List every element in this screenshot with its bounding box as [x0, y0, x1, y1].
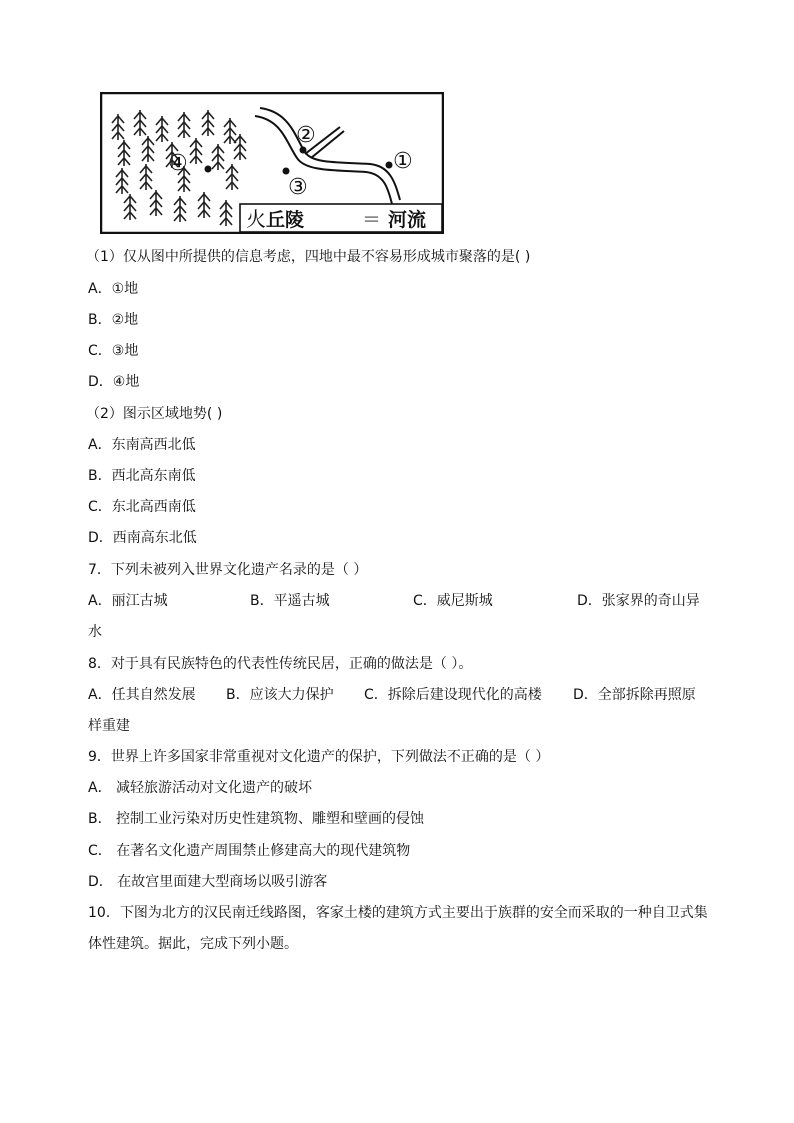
q6-1-option-c[interactable]: C．③地: [88, 343, 139, 359]
q10-stem-line-1: 10．下图为北方的汉民南迁线路图，客家土楼的建筑方式主要出于族群的安全而采取的一种自卫式集: [88, 905, 708, 921]
q8-stem: 8．对于具有民族特色的代表性传统民居，正确的做法是（ ）。: [88, 656, 473, 672]
q9-option-c[interactable]: C． 在著名文化遗产周围禁止修建高大的现代建筑物: [88, 843, 411, 859]
q7-option-c[interactable]: C．威尼斯城: [413, 593, 493, 609]
q6-1-option-d[interactable]: D．④地: [88, 374, 140, 390]
q7-option-a[interactable]: A．丽江古城: [88, 593, 168, 609]
legend-hill-icon: ⽕: [246, 207, 266, 231]
q10-stem-line-2: 体性建筑。据此，完成下列小题。: [88, 936, 298, 952]
q6-2-option-b[interactable]: B．西北高东南低: [88, 468, 196, 484]
legend-hill-label: 丘陵: [266, 209, 305, 231]
marker-label-3: ③: [288, 175, 308, 200]
q6-2-option-d[interactable]: D．西南高东北低: [88, 530, 197, 546]
map-figure: [100, 92, 444, 234]
q7-stem: 7．下列未被列入世界文化遗产名录的是（ ）: [88, 562, 368, 578]
marker-label-4: ④: [168, 151, 188, 176]
q8-option-d-continued: 样重建: [88, 718, 130, 734]
marker-label-1: ①: [393, 149, 413, 174]
q9-option-b[interactable]: B． 控制工业污染对历史性建筑物、雕塑和壁画的侵蚀: [88, 811, 425, 827]
q6-2-option-a[interactable]: A．东南高西北低: [88, 437, 196, 453]
legend: [240, 204, 442, 232]
q8-option-a[interactable]: A．任其自然发展: [88, 687, 196, 703]
q6-2-stem: （2）图示区域地势( ): [86, 406, 223, 422]
marker-dot-1: [386, 162, 393, 169]
q8-option-b[interactable]: B．应该大力保护: [226, 687, 334, 703]
q8-option-c[interactable]: C．拆除后建设现代化的高楼: [364, 687, 542, 703]
legend-river-label: 河流: [388, 209, 427, 231]
marker-label-2: ②: [296, 123, 316, 148]
legend-river-icon: ＝: [362, 209, 382, 231]
marker-dot-4: [205, 166, 212, 173]
q9-option-d[interactable]: D． 在故宫里面建大型商场以吸引游客: [88, 874, 328, 890]
q6-1-stem: （1）仅从图中所提供的信息考虑，四地中最不容易形成城市聚落的是( ): [86, 249, 531, 265]
q6-1-option-b[interactable]: B．②地: [88, 312, 139, 328]
marker-dot-3: [283, 168, 290, 175]
q9-stem: 9．世界上许多国家非常重视对文化遗产的保护，下列做法不正确的是（ ）: [88, 749, 550, 765]
q7-option-d[interactable]: D．张家界的奇山异: [577, 593, 700, 609]
q9-option-a[interactable]: A． 减轻旅游活动对文化遗产的破坏: [88, 780, 313, 796]
q6-1-option-a[interactable]: A．①地: [88, 281, 139, 297]
q6-2-option-c[interactable]: C．东北高西南低: [88, 499, 196, 515]
q8-option-d[interactable]: D．全部拆除再照原: [573, 687, 696, 703]
q7-option-b[interactable]: B．平遥古城: [250, 593, 330, 609]
q7-option-d-continued: 水: [88, 624, 102, 640]
